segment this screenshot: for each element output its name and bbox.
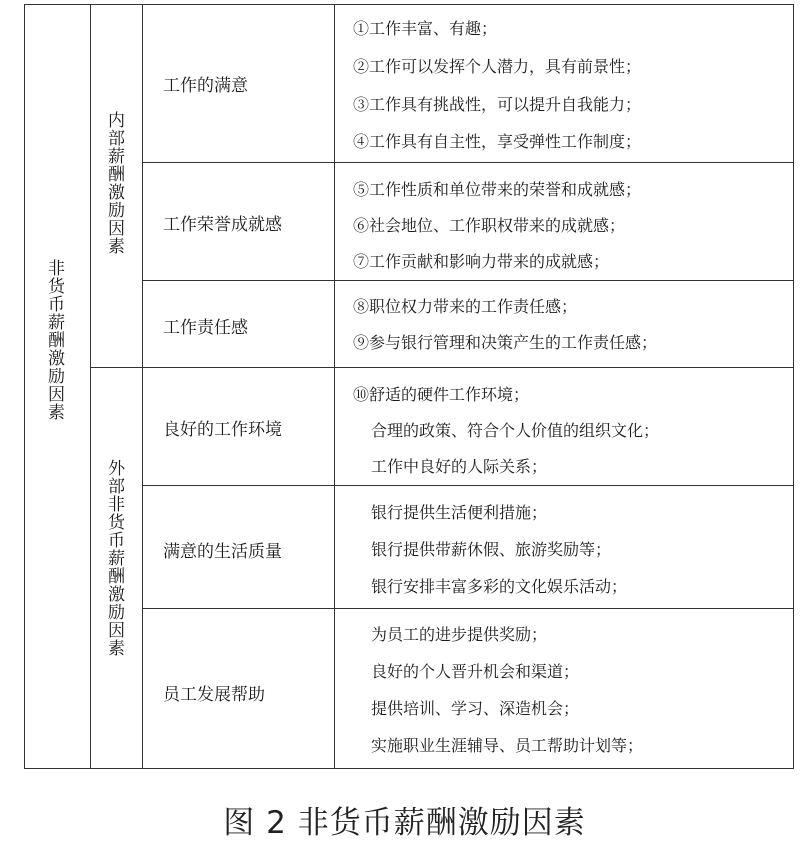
factor-item: ⑦工作贡献和影响力带来的成就感； <box>353 252 610 271</box>
factor-item: 提供培训、学习、深造机会； <box>371 699 580 718</box>
divider <box>90 367 793 368</box>
factor-item: 为员工的进步提供奖励； <box>371 625 548 644</box>
subcategory-name: 工作的满意 <box>163 76 248 96</box>
figure-caption: 图 2 非货币薪酬激励因素 <box>223 805 586 841</box>
subcategory-name: 满意的生活质量 <box>163 542 282 562</box>
subcategory-name: 工作责任感 <box>163 318 248 338</box>
divider <box>142 485 793 486</box>
factor-item: ⑥社会地位、工作职权带来的成就感； <box>353 216 626 235</box>
subcategory-name: 员工发展帮助 <box>163 685 265 705</box>
subcategory-name: 工作荣誉成就感 <box>163 215 282 235</box>
divider <box>142 5 143 768</box>
divider <box>142 280 793 281</box>
factor-item: 银行提供生活便利措施； <box>371 503 548 522</box>
factor-item: 工作中良好的人际关系； <box>371 457 548 476</box>
outer-category-label: 非货币薪酬激励因素 <box>44 259 64 421</box>
factor-item: ④工作具有自主性，享受弹性工作制度； <box>353 132 642 151</box>
divider <box>90 5 91 768</box>
factor-table <box>24 4 794 769</box>
group-label-external: 外部非货币薪酬激励因素 <box>104 459 124 657</box>
subcategory-name: 良好的工作环境 <box>163 420 282 440</box>
factor-item: 银行提供带薪休假、旅游奖励等； <box>371 540 612 559</box>
factor-item: 银行安排丰富多彩的文化娱乐活动； <box>371 577 628 596</box>
factor-item: ⑨参与银行管理和决策产生的工作责任感； <box>353 333 658 352</box>
factor-item: 合理的政策、符合个人价值的组织文化； <box>371 421 660 440</box>
factor-item: ②工作可以发挥个人潜力，具有前景性； <box>353 57 642 76</box>
divider <box>142 162 793 163</box>
divider <box>334 5 335 768</box>
factor-item: ⑧职位权力带来的工作责任感； <box>353 297 578 316</box>
factor-item: ⑤工作性质和单位带来的荣誉和成就感； <box>353 180 642 199</box>
factor-item: ③工作具有挑战性，可以提升自我能力； <box>353 95 642 114</box>
divider <box>142 608 793 609</box>
group-label-internal: 内部薪酬激励因素 <box>104 111 124 255</box>
factor-item: 良好的个人晋升机会和渠道； <box>371 662 580 681</box>
factor-item: ⑩舒适的硬件工作环境； <box>353 385 530 404</box>
factor-item: 实施职业生涯辅导、员工帮助计划等； <box>371 736 644 755</box>
factor-item: ①工作丰富、有趣； <box>353 19 498 38</box>
